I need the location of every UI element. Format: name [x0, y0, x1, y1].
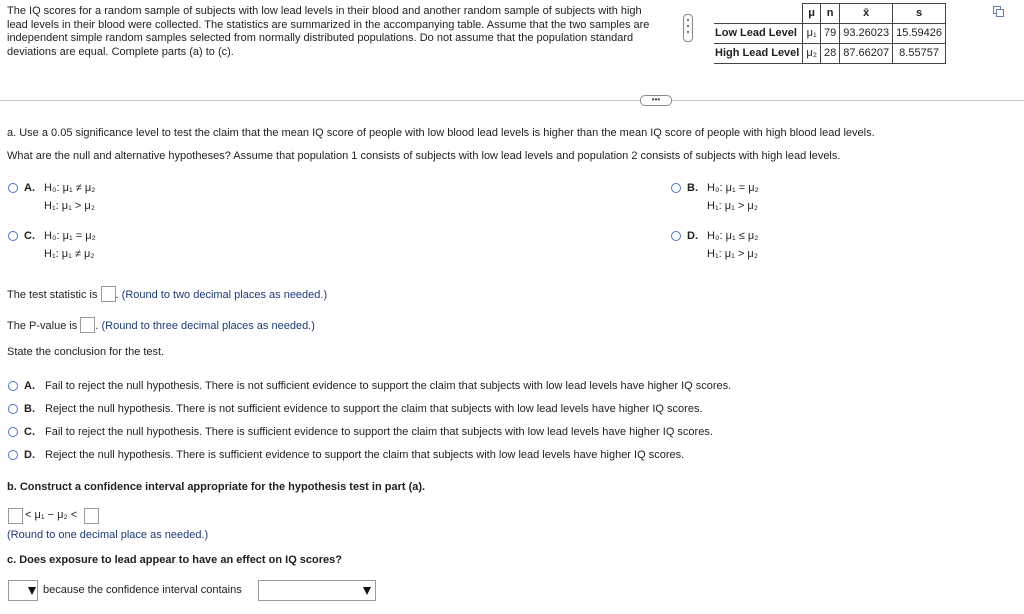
option-letter: B.: [24, 403, 35, 415]
part-b-prompt: b. Construct a confidence interval appropriate for the hypothesis test in part (a).: [7, 481, 426, 493]
option-letter: A.: [24, 182, 35, 194]
row-s: 15.59426: [893, 24, 946, 44]
null-hypothesis: H₀: μ₁ ≤ μ₂: [707, 230, 759, 242]
null-hypothesis: H₀: μ₁ ≠ μ₂: [44, 182, 96, 194]
ci-hint: (Round to one decimal place as needed.): [7, 529, 209, 541]
header-mu: μ: [803, 4, 821, 24]
row-xbar: 93.26023: [840, 24, 893, 44]
expand-button[interactable]: •••: [640, 95, 672, 106]
radio-button[interactable]: [8, 381, 18, 391]
radio-button[interactable]: [8, 183, 18, 193]
ci-lower-input[interactable]: [8, 508, 23, 524]
ci-upper-input[interactable]: [84, 508, 99, 524]
conclusion-label: State the conclusion for the test.: [7, 346, 165, 358]
header-s: s: [893, 4, 946, 24]
option-letter: D.: [687, 230, 698, 242]
header-xbar: x̄: [840, 4, 893, 24]
null-hypothesis: H₀: μ₁ = μ₂: [44, 230, 96, 242]
table-row: [714, 24, 946, 44]
test-statistic-label: The test statistic is: [7, 289, 98, 301]
pvalue-hint: (Round to three decimal places as needed.): [101, 320, 315, 332]
part-c-prompt: c. Does exposure to lead appear to have an effect on IQ scores?: [7, 554, 342, 566]
copy-icon[interactable]: [993, 6, 1004, 17]
row-n: 79: [820, 24, 839, 44]
statistics-table: [714, 3, 946, 64]
row-xbar: 87.66207: [840, 44, 893, 64]
because-text: because the confidence interval contains: [43, 584, 242, 596]
option-letter: D.: [24, 449, 35, 461]
option-text: Reject the null hypothesis. There is not sufficient evidence to support the claim that subjects with low lead levels have higher IQ scores.: [45, 403, 703, 415]
option-letter: A.: [24, 380, 35, 392]
effect-dropdown[interactable]: [8, 580, 38, 601]
chevron-down-icon: [363, 587, 371, 595]
option-letter: C.: [24, 230, 35, 242]
pvalue-input[interactable]: [80, 317, 95, 333]
table-row: [714, 44, 946, 64]
row-label: High Lead Level: [714, 44, 803, 64]
radio-button[interactable]: [8, 404, 18, 414]
radio-button[interactable]: [671, 183, 681, 193]
header-n: n: [820, 4, 839, 24]
pvalue-label: The P-value is: [7, 320, 78, 332]
row-mu: μ₂: [803, 44, 821, 64]
interval-contains-dropdown[interactable]: [258, 580, 376, 601]
option-text: Reject the null hypothesis. There is sufficient evidence to support the claim that subjects with low lead levels have higher IQ scores.: [45, 449, 685, 461]
test-statistic-hint: (Round to two decimal places as needed.): [121, 289, 328, 301]
test-statistic-input[interactable]: [101, 286, 116, 302]
row-label: Low Lead Level: [714, 24, 803, 44]
option-letter: B.: [687, 182, 698, 194]
part-a-prompt: a. Use a 0.05 significance level to test the claim that the mean IQ score of people with low blood lead levels is higher than the mean IQ score of people with high blood lead levels.: [7, 127, 875, 139]
alternative-hypothesis: H₁: μ₁ ≠ μ₂: [44, 248, 95, 260]
alternative-hypothesis: H₁: μ₁ > μ₂: [44, 200, 95, 212]
scroll-handle[interactable]: [683, 14, 693, 42]
problem-intro: The IQ scores for a random sample of subjects with low lead levels in their blood and another random sample of subjects with high lead levels in their blood were collected. The statistics are summarized in the accompanying table. Assume that the two samples are independent simple random samples selected from normally distributed populations. Do not assume that the population standard deviations are equal. Complete parts (a) to (c).: [7, 5, 650, 58]
option-text: Fail to reject the null hypothesis. There is not sufficient evidence to support the claim that subjects with low lead levels have higher IQ scores.: [45, 380, 732, 392]
test-statistic-line: The test statistic is . (Round to two decimal places as needed.): [7, 286, 327, 302]
row-mu: μ₁: [803, 24, 821, 44]
radio-button[interactable]: [671, 231, 681, 241]
radio-button[interactable]: [8, 427, 18, 437]
row-s: 8.55757: [893, 44, 946, 64]
alternative-hypothesis: H₁: μ₁ > μ₂: [707, 248, 758, 260]
ci-expression: < μ₁ − μ₂ <: [25, 509, 78, 521]
pvalue-line: The P-value is . (Round to three decimal places as needed.): [7, 317, 315, 333]
row-n: 28: [820, 44, 839, 64]
alternative-hypothesis: H₁: μ₁ > μ₂: [707, 200, 758, 212]
section-divider: [0, 100, 1024, 101]
radio-button[interactable]: [8, 450, 18, 460]
chevron-down-icon: [28, 587, 36, 595]
radio-button[interactable]: [8, 231, 18, 241]
null-hypothesis: H₀: μ₁ = μ₂: [707, 182, 759, 194]
option-letter: C.: [24, 426, 35, 438]
option-text: Fail to reject the null hypothesis. There is sufficient evidence to support the claim that subjects with low lead levels have higher IQ scores.: [45, 426, 713, 438]
part-a-question: What are the null and alternative hypotheses? Assume that population 1 consists of subjects with low lead levels and population 2 consists of subjects with high lead levels.: [7, 150, 841, 162]
